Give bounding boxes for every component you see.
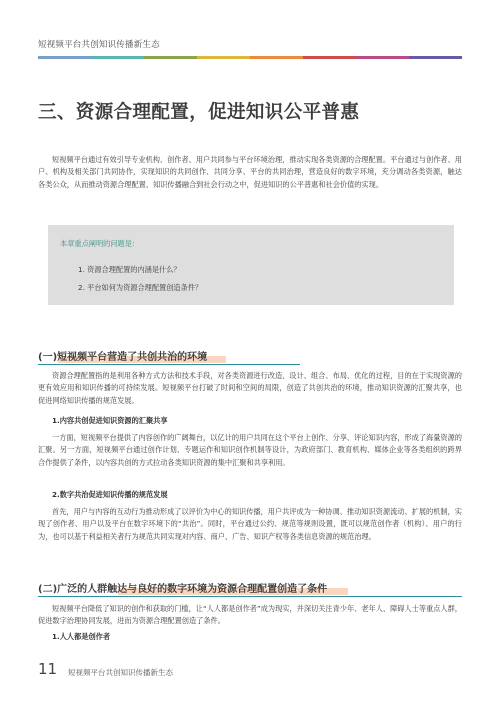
subsection-1-paragraph-1: 一方面，短视频平台提供了内容创作的广阔舞台，以亿计的用户共同在这个平台上创作、分享、评论知识内容，形成了海量资源的汇聚。另一方面，短视频平台通过创作计划、专题运作和知识创作机制等设计，为政府部门、教育机构、媒体企业等各类组织的跨界合作提供了条件，以内容共创的方式拉动各类知识资源的集中汇聚和共享利用。 <box>38 433 462 467</box>
header-color-bar <box>38 56 462 59</box>
subsection-1-title: (一)短视频平台营造了共创共治的环境 <box>38 352 208 363</box>
color-bar-segment <box>38 56 91 59</box>
subsection-1-head-1: 1.内容共创促进知识资源的汇聚共享 <box>52 416 168 425</box>
color-bar-segment <box>409 56 462 59</box>
subsection-2-paragraph: 短视频平台降低了知识的创作和获取的门槛，让“人人都是创作者”成为现实，并深切关注青少年、老年人、障碍人士等重点人群，促进数字治理协同发展，进而为资源合理配置创造了条件。 <box>38 604 462 626</box>
subsection-2-head-1: 1.人人都是创作者 <box>52 632 111 641</box>
question-item: 2. 平台如何为资源合理配置创造条件？ <box>78 283 203 292</box>
subsection-2-title: (二)广泛的人群触达与良好的数字环境为资源合理配置创造了条件 <box>38 584 328 595</box>
color-bar-segment <box>250 56 303 59</box>
subsection-1-head-2: 2.数字共治促进知识传播的规范发展 <box>52 490 168 499</box>
footer-text: 短视频平台共创知识传播新生态 <box>68 668 173 677</box>
subsection-1-underline <box>38 364 300 365</box>
color-bar-segment <box>197 56 250 59</box>
question-box-title: 本章重点阐明的问题是： <box>60 239 140 248</box>
color-bar-segment <box>144 56 197 59</box>
question-box <box>48 225 454 305</box>
color-bar-segment <box>356 56 409 59</box>
intro-paragraph: 短视频平台通过有效引导专业机构、创作者、用户共同参与平台环境治理，推动实现各类资源的合理配置。平台通过与创作者、用户、机构及相关部门共同协作，实现知识的共同创作、共同分享、平台的共同治理，营造良好的数字环境，充分调动各类资源，触达各类公众，从而推动资源合理配置、知识传播融合到社会行动之中，促进知识的公平普惠和社会价值的实现。 <box>38 155 462 189</box>
color-bar-segment <box>91 56 144 59</box>
subsection-1-paragraph: 资源合理配置指的是利用各种方式方法和技术手段，对各类资源进行改造、设计、组合、布局、优化的过程，目的在于实现资源的更有效应用和知识传播的可持续发展。短视频平台打破了时间和空间的局限，创造了共创共治的环境，推动知识资源的汇聚共享，也促进网络知识传播的规范发展。 <box>38 371 462 405</box>
subsection-2-underline <box>38 596 462 597</box>
color-bar-segment <box>303 56 356 59</box>
header-title: 短视频平台共创知识传播新生态 <box>38 40 160 50</box>
question-item: 1. 资源合理配置的内涵是什么？ <box>78 265 181 274</box>
page-number: 11 <box>38 660 58 678</box>
section-title: 三、资源合理配置，促进知识公平普惠 <box>38 102 360 123</box>
subsection-1-paragraph-2: 首先，用户与内容的互动行为推动形成了以评价为中心的知识传播，用户共评成为一种协调、推动知识资源流动、扩展的机制，实现了创作者、用户以及平台在数字环境下的“共治”。同时，平台通过公约、规范等规则设置，既可以规范创作者（机构）、用户的行为，也可以基于利益相关者行为规范共同实现对内容、商户、广告、知识产权等各类信息资源的规范治理。 <box>38 507 462 541</box>
